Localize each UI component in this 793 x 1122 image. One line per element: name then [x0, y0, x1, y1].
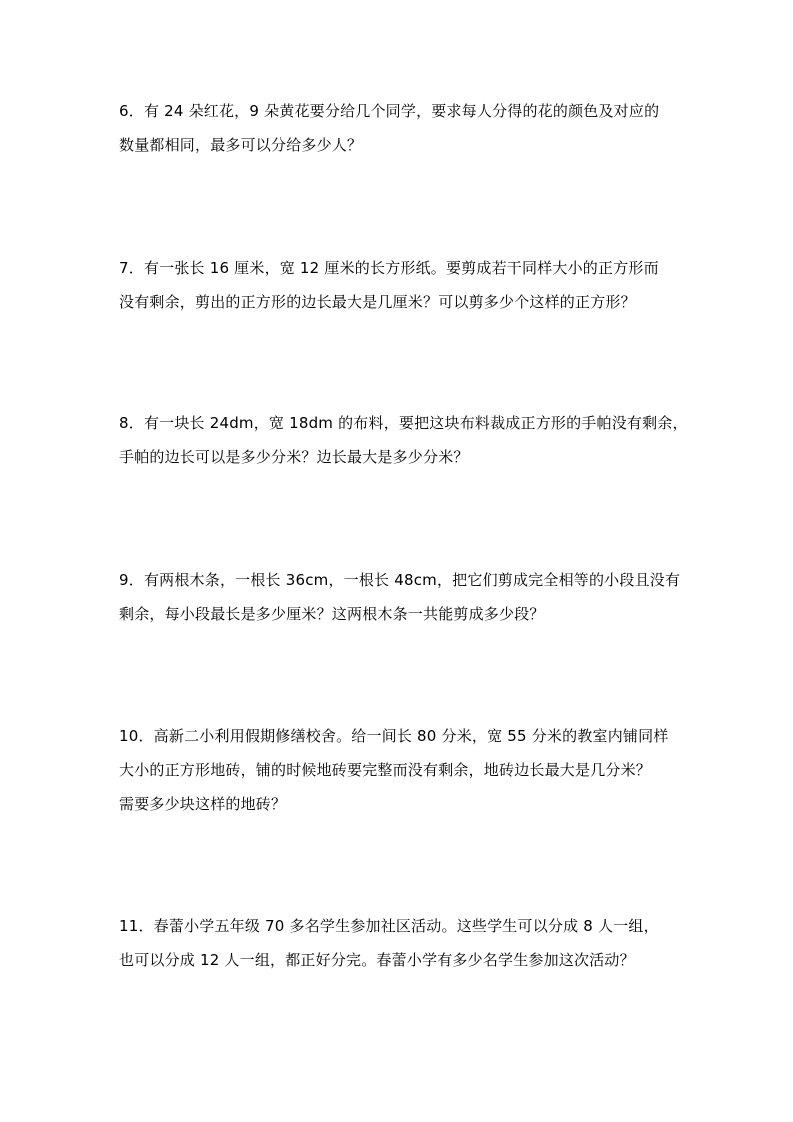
question-7	[119, 251, 679, 319]
question-7-line-2: 没有剩余，剪出的正方形的边长最大是几厘米？可以剪多少个这样的正方形？	[119, 293, 636, 311]
question-9-line-2: 剩余，每小段最长是多少厘米？这两根木条一共能剪成多少段？	[119, 605, 545, 623]
question-11	[119, 909, 679, 977]
question-6-line-2: 数量都相同，最多可以分给多少人？	[119, 136, 363, 154]
question-8-line-1: 8．有一块长 24dm，宽 18dm 的布料，要把这块布料裁成正方形的手帕没有剩余，	[119, 414, 688, 432]
question-10-line-2: 大小的正方形地砖，铺的时候地砖要完整而没有剩余，地砖边长最大是几分米？	[119, 761, 652, 779]
question-11-line-1: 11．春蕾小学五年级 70 多名学生参加社区活动。这些学生可以分成 8 人一组，	[119, 917, 659, 935]
question-6	[119, 94, 679, 162]
question-10-line-3: 需要多少块这样的地砖？	[119, 795, 287, 813]
question-9-line-1: 9．有两根木条，一根长 36cm，一根长 48cm，把它们剪成完全相等的小段且没有	[119, 571, 681, 589]
question-10-line-1: 10．高新二小利用假期修缮校舍。给一间长 80 分米，宽 55 分米的教室内铺同样	[119, 727, 669, 745]
question-8-line-2: 手帕的边长可以是多少分米？边长最大是多少分米？	[119, 448, 469, 466]
question-9	[119, 563, 679, 631]
question-6-line-1: 6．有 24 朵红花，9 朵黄花要分给几个同学，要求每人分得的花的颜色及对应的	[119, 102, 660, 120]
question-11-line-2: 也可以分成 12 人一组，都正好分完。春蕾小学有多少名学生参加这次活动？	[119, 951, 635, 969]
question-10	[119, 719, 679, 821]
question-7-line-1: 7．有一张长 16 厘米，宽 12 厘米的长方形纸。要剪成若干同样大小的正方形而	[119, 259, 659, 277]
question-8	[119, 406, 688, 474]
